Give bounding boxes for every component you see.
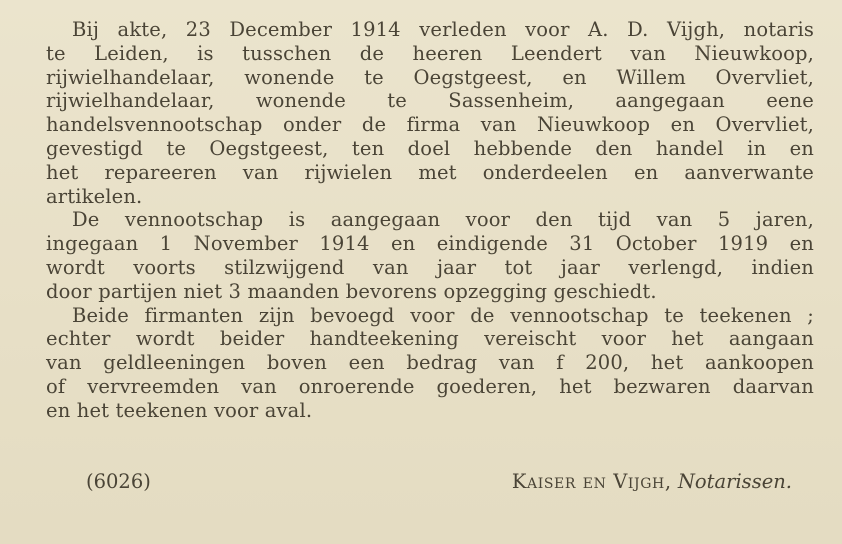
- text-line: te Leiden, is tusschen de heeren Leendert van Nieuwkoop,: [46, 41, 814, 65]
- text-line: of vervreemden van onroerende goederen, het bezwaren daarvan: [46, 374, 814, 398]
- text-line: wordt voorts stilzwijgend van jaar tot jaar verlengd, indien: [46, 255, 814, 279]
- notary-title: Notarissen.: [677, 470, 792, 493]
- text-line: het repareeren van rijwielen met onderdeelen en aanverwante: [46, 160, 814, 184]
- text-line: door partijen niet 3 maanden bevorens opzegging geschiedt.: [46, 279, 657, 303]
- text-line: rijwielhandelaar, wonende te Oegstgeest, en Willem Overvliet,: [46, 65, 814, 89]
- text-line: ingegaan 1 November 1914 en eindigende 31 October 1919 en: [46, 232, 814, 256]
- text-line: De vennootschap is aangegaan voor den tijd van 5 jaren,: [72, 208, 814, 232]
- text-line: rijwielhandelaar, wonende te Sassenheim, aangegaan eene: [46, 89, 814, 113]
- text-line: van geldleeningen boven een bedrag van f 200, het aankoopen: [46, 351, 814, 375]
- paragraph-3: [46, 304, 814, 423]
- text-line: echter wordt beider handteekening vereischt voor het aangaan: [46, 327, 814, 351]
- text-line: handelsvennootschap onder de firma van Nieuwkoop en Overvliet,: [46, 113, 814, 137]
- paragraph-2: [46, 208, 814, 303]
- paragraph-1: [46, 18, 814, 208]
- text-line: Beide firmanten zijn bevoegd voor de vennootschap te teekenen ;: [72, 303, 814, 327]
- text-line: gevestigd te Oegstgeest, ten doel hebbende den handel in en: [46, 136, 814, 160]
- text-line: artikelen.: [46, 184, 143, 208]
- signers: [512, 470, 792, 494]
- reference-number: (6026): [86, 470, 151, 493]
- text-line: Bij akte, 23 December 1914 verleden voor A. D. Vijgh, notaris: [72, 18, 814, 41]
- text-line: en het teekenen voor aval.: [46, 398, 313, 422]
- notice-body: [46, 18, 814, 423]
- notary-firm-name: Kaiser en Vijgh,: [511, 470, 672, 493]
